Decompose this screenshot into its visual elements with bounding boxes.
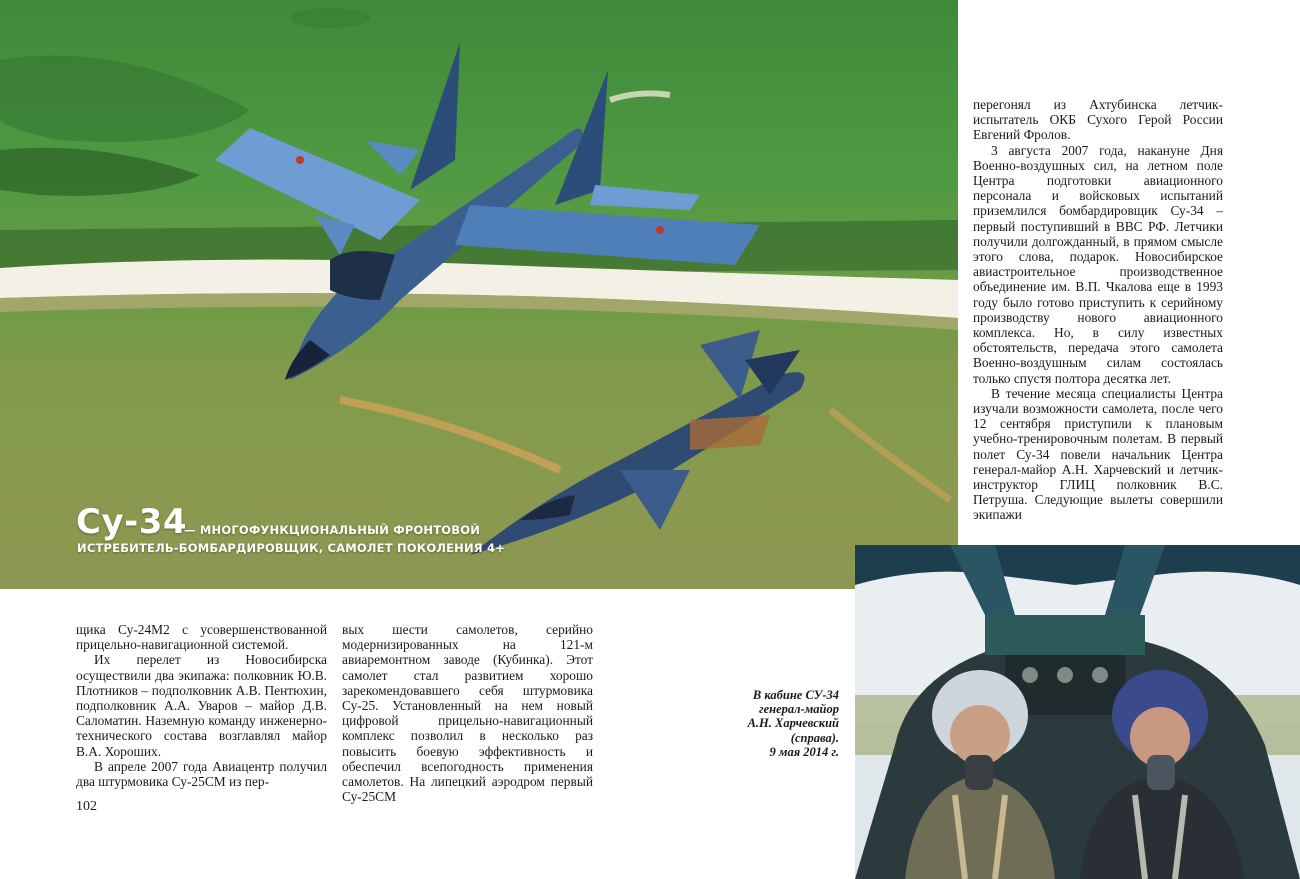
caption-line: (справа). <box>790 730 839 745</box>
caption-line: В кабине СУ-34 <box>752 688 839 702</box>
cockpit-photo-caption <box>700 688 839 759</box>
paragraph: перегонял из Ахтубинска летчик-испытатель ОКБ Сухого Герой России Евгений Фролов. <box>973 97 1223 143</box>
hero-photo <box>0 0 958 589</box>
hero-title: Су-34 <box>76 502 188 542</box>
paragraph: вых шести самолетов, серийно модернизированных на 121-м авиаремонтном заводе (Кубинка). Этот самолет стал развитием хорошо зарекомендовавшего себя штурмовика Су-25. Установленный на нем новый цифровой прицельно-навигационный комплекс позволил в несколько раз повысить боевую эффективность и обеспечил всепогодность применения самолетов. На липецкий аэродром первый Су-25СМ <box>342 622 593 805</box>
su34-flight-illustration <box>0 0 958 589</box>
cockpit-photo <box>855 545 1300 879</box>
article-column-left <box>76 622 327 790</box>
aircraft-main <box>215 42 760 380</box>
caption-line: 9 мая 2014 г. <box>769 744 839 759</box>
cockpit-illustration <box>855 545 1300 879</box>
article-column-right <box>973 97 1223 523</box>
paragraph: щика Су-24М2 с усовершенствованной прицельно-навигационной системой. <box>76 622 327 653</box>
paragraph: В апреле 2007 года Авиацентр получил два штурмовика Су-25СМ из пер- <box>76 758 327 790</box>
paragraph: В течение месяца специалисты Центра изучали возможности самолета, после чего 12 сентября приступили к плановым учебно-тренировочным полетам. В первый полет Су-34 повели начальник Центра генерал-майор А.Н. Харчевский и летчик-инструктор ГЛИЦ полковник В.С. Петруша. Следующие вылеты совершили экипажи <box>973 385 1223 523</box>
paragraph: 3 августа 2007 года, накануне Дня Военно-воздушных сил, на летном поле Центра подготовки авиационного персонала и войсковых испытаний приземлился бомбардировщик Су-34 – первый поступивший в ВВС РФ. Летчики получили долгожданный, в прямом смысле этого слова, подарок. Новосибирское авиастроительное производственное объединение им. В.П. Чкалова еще в 1993 году было готово приступить к серийному производству нового авиационного комплекса. Но, в силу известных обстоятельств, передача этого самолета Военно-воздушным силам состоялась только спустя полтора десятка лет. <box>973 142 1223 386</box>
caption-line: А.Н. Харчевский <box>747 716 839 731</box>
hero-subtitle-line1: — МНОГОФУНКЦИОНАЛЬНЫЙ ФРОНТОВОЙ <box>184 523 481 537</box>
article-column-middle <box>342 622 593 805</box>
aircraft-second <box>470 330 805 555</box>
page-number: 102 <box>76 799 97 814</box>
caption-line: генерал-майор <box>759 702 839 717</box>
hero-subtitle-line2: ИСТРЕБИТЕЛЬ-БОМБАРДИРОВЩИК, САМОЛЕТ ПОКОЛЕНИЯ 4+ <box>77 541 506 555</box>
paragraph: Их перелет из Новосибирска осуществили два экипажа: полковник Ю.В. Плотников – подполковник А.В. Пентюхин, подполковник А.А. Уваров – майор Д.В. Саломатин. Наземную команду инженерно-технического состава возглавлял майор В.А. Хороших. <box>76 652 327 759</box>
